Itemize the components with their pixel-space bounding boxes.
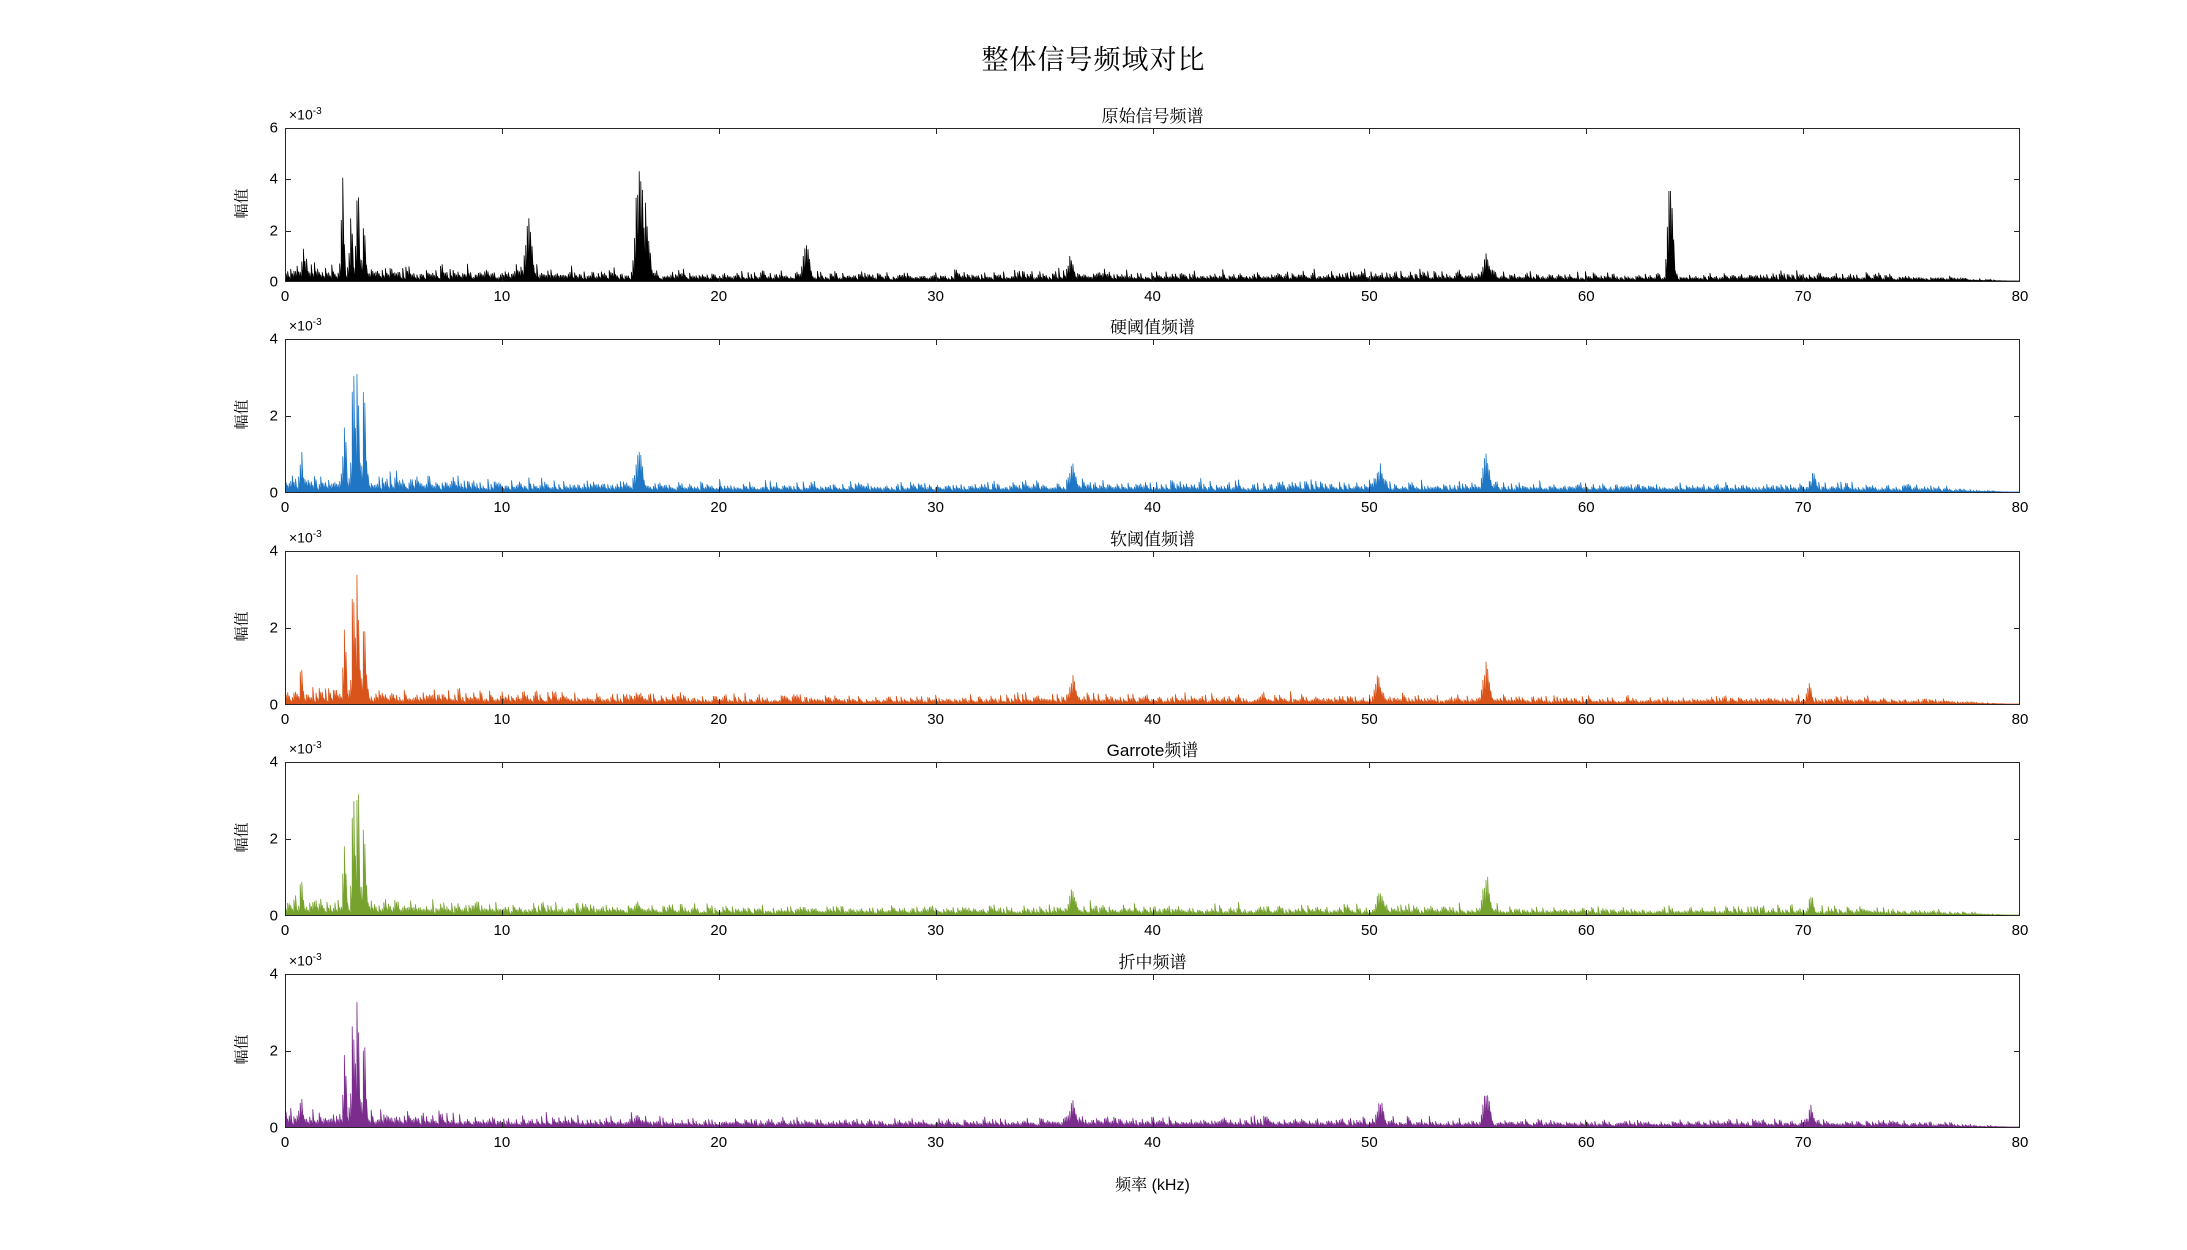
x-tick-mark xyxy=(936,762,937,768)
y-tick-label: 4 xyxy=(269,753,278,771)
x-tick-mark xyxy=(1153,128,1154,134)
x-tick-label: 0 xyxy=(280,711,290,728)
x-tick-label: 70 xyxy=(1794,288,1812,305)
x-tick-mark xyxy=(1369,910,1370,916)
x-tick-mark xyxy=(1803,551,1804,557)
axes-box xyxy=(285,762,2020,916)
x-tick-mark xyxy=(1803,487,1804,493)
x-tick-mark xyxy=(285,699,286,705)
x-tick-mark xyxy=(1803,699,1804,705)
x-tick-mark xyxy=(1153,1122,1154,1128)
x-tick-label: 30 xyxy=(927,288,944,305)
y-tick-label: 6 xyxy=(269,119,278,137)
x-tick-mark xyxy=(1369,339,1370,345)
x-tick-mark xyxy=(502,551,503,557)
x-tick-label: 70 xyxy=(1794,1134,1812,1151)
x-tick-label: 40 xyxy=(1144,288,1161,305)
x-tick-mark xyxy=(285,974,286,980)
spectrum-trace xyxy=(286,552,2019,704)
x-tick-label: 40 xyxy=(1144,1134,1161,1151)
x-tick-mark xyxy=(285,339,286,345)
x-tick-label: 80 xyxy=(2011,711,2029,728)
x-tick-label: 60 xyxy=(1577,922,1595,939)
x-tick-mark xyxy=(1586,974,1587,980)
x-tick-label: 10 xyxy=(493,922,511,939)
x-tick-mark xyxy=(1803,762,1804,768)
x-tick-label: 30 xyxy=(927,711,944,728)
x-tick-label: 60 xyxy=(1577,499,1595,516)
x-tick-mark xyxy=(502,339,503,345)
x-axis-label: 频率 (kHz) xyxy=(1115,1177,1190,1194)
x-tick-mark xyxy=(936,551,937,557)
exponent-base: ×10 xyxy=(289,740,313,757)
x-tick-mark xyxy=(502,974,503,980)
spectrum-trace xyxy=(286,975,2019,1127)
y-tick-mark xyxy=(285,839,291,840)
x-tick-label: 70 xyxy=(1794,499,1812,516)
subplot-title: 折中频谱 xyxy=(1118,953,1187,972)
x-tick-label: 10 xyxy=(493,711,511,728)
subplot-title: 原始信号频谱 xyxy=(1101,107,1204,126)
y-tick-label: 4 xyxy=(269,330,278,348)
x-tick-label: 50 xyxy=(1361,711,1378,728)
x-tick-mark xyxy=(2019,762,2020,768)
x-tick-mark xyxy=(502,1122,503,1128)
x-tick-label: 60 xyxy=(1577,1134,1595,1151)
x-tick-mark xyxy=(1153,551,1154,557)
x-tick-mark xyxy=(2019,910,2020,916)
x-tick-label: 80 xyxy=(2011,922,2029,939)
exponent-base: ×10 xyxy=(289,317,313,334)
x-tick-mark xyxy=(285,551,286,557)
y-tick-label: 0 xyxy=(269,696,278,714)
y-tick-label: 4 xyxy=(269,965,278,983)
y-tick-label: 2 xyxy=(269,619,278,637)
y-tick-mark xyxy=(285,1051,291,1052)
x-tick-mark xyxy=(1153,699,1154,705)
x-tick-mark xyxy=(285,128,286,134)
x-tick-label: 20 xyxy=(710,288,728,305)
x-tick-label: 50 xyxy=(1361,288,1378,305)
exponent-value: -3 xyxy=(312,106,322,117)
x-tick-label: 40 xyxy=(1144,499,1161,516)
x-tick-mark xyxy=(719,974,720,980)
x-tick-mark xyxy=(1803,339,1804,345)
x-tick-mark xyxy=(1369,1122,1370,1128)
y-tick-label: 0 xyxy=(269,1119,278,1137)
x-tick-mark xyxy=(2019,276,2020,282)
x-tick-label: 60 xyxy=(1577,711,1595,728)
x-tick-mark xyxy=(719,128,720,134)
x-tick-mark xyxy=(2019,699,2020,705)
x-tick-mark xyxy=(1153,974,1154,980)
x-tick-mark xyxy=(1586,487,1587,493)
x-tick-label: 0 xyxy=(280,922,290,939)
x-tick-mark xyxy=(1586,276,1587,282)
y-tick-label: 2 xyxy=(269,222,278,240)
y-axis-exponent xyxy=(289,106,322,123)
x-tick-mark xyxy=(719,551,720,557)
subplot-title: Garrote频谱 xyxy=(1106,741,1199,760)
x-tick-mark xyxy=(719,339,720,345)
subplot-5 xyxy=(233,952,2029,1151)
exponent-value: -3 xyxy=(312,317,322,328)
subplot-title: 软阈值频谱 xyxy=(1110,530,1195,549)
x-tick-mark xyxy=(719,910,720,916)
subplot-4 xyxy=(233,740,2029,939)
y-tick-label: 4 xyxy=(269,542,278,560)
x-tick-mark xyxy=(2019,487,2020,493)
x-tick-label: 50 xyxy=(1361,499,1378,516)
x-tick-label: 80 xyxy=(2011,288,2029,305)
y-tick-label: 2 xyxy=(269,407,278,425)
x-tick-label: 80 xyxy=(2011,499,2029,516)
x-tick-mark xyxy=(719,762,720,768)
x-tick-mark xyxy=(502,276,503,282)
subplot-2 xyxy=(233,317,2029,516)
x-tick-label: 40 xyxy=(1144,922,1161,939)
x-tick-label: 10 xyxy=(493,288,511,305)
y-tick-label: 0 xyxy=(269,484,278,502)
x-tick-mark xyxy=(1586,128,1587,134)
x-tick-mark xyxy=(1369,762,1370,768)
exponent-base: ×10 xyxy=(289,952,313,969)
x-tick-mark xyxy=(502,487,503,493)
x-tick-mark xyxy=(936,910,937,916)
x-tick-label: 80 xyxy=(2011,1134,2029,1151)
x-tick-label: 10 xyxy=(493,1134,511,1151)
x-tick-mark xyxy=(1153,762,1154,768)
y-tick-label: 2 xyxy=(269,1042,278,1060)
x-tick-mark xyxy=(1369,974,1370,980)
x-tick-label: 30 xyxy=(927,922,944,939)
x-tick-mark xyxy=(936,128,937,134)
x-tick-mark xyxy=(1153,910,1154,916)
x-tick-label: 20 xyxy=(710,711,728,728)
axes-box xyxy=(285,551,2020,705)
x-tick-mark xyxy=(502,699,503,705)
exponent-base: ×10 xyxy=(289,529,313,546)
x-tick-label: 20 xyxy=(710,1134,728,1151)
y-axis-label: 幅值 xyxy=(233,399,251,430)
spectrum-trace xyxy=(286,129,2019,281)
x-tick-mark xyxy=(1586,551,1587,557)
x-tick-label: 30 xyxy=(927,499,944,516)
x-tick-mark xyxy=(1369,128,1370,134)
x-tick-mark xyxy=(285,1122,286,1128)
x-tick-mark xyxy=(1803,276,1804,282)
x-tick-mark xyxy=(285,276,286,282)
exponent-value: -3 xyxy=(312,952,322,963)
subplot-3 xyxy=(233,529,2029,728)
y-axis-exponent xyxy=(289,740,322,757)
x-tick-label: 50 xyxy=(1361,1134,1378,1151)
x-tick-label: 0 xyxy=(280,1134,290,1151)
y-axis-exponent xyxy=(289,529,322,546)
x-tick-label: 10 xyxy=(493,499,511,516)
x-tick-mark xyxy=(719,276,720,282)
x-tick-mark xyxy=(1803,128,1804,134)
x-tick-label: 20 xyxy=(710,499,728,516)
axes-box xyxy=(285,974,2020,1128)
x-tick-mark xyxy=(502,128,503,134)
x-tick-mark xyxy=(2019,1122,2020,1128)
x-tick-mark xyxy=(1803,910,1804,916)
subplot-title: 硬阈值频谱 xyxy=(1110,318,1195,337)
x-tick-label: 70 xyxy=(1794,711,1812,728)
subplot-1 xyxy=(233,106,2029,305)
x-tick-mark xyxy=(719,1122,720,1128)
x-tick-mark xyxy=(1586,1122,1587,1128)
x-tick-mark xyxy=(936,974,937,980)
y-tick-mark xyxy=(2014,839,2020,840)
x-tick-mark xyxy=(1586,699,1587,705)
axes-box xyxy=(285,339,2020,493)
y-tick-mark xyxy=(2014,179,2020,180)
x-tick-label: 30 xyxy=(927,1134,944,1151)
x-tick-mark xyxy=(1586,762,1587,768)
x-tick-mark xyxy=(1586,339,1587,345)
x-tick-mark xyxy=(936,339,937,345)
x-tick-mark xyxy=(2019,974,2020,980)
x-tick-mark xyxy=(936,276,937,282)
x-tick-mark xyxy=(2019,551,2020,557)
y-axis-label: 幅值 xyxy=(233,188,251,219)
y-axis-label: 幅值 xyxy=(233,611,251,642)
x-tick-mark xyxy=(1369,551,1370,557)
y-tick-mark xyxy=(285,231,291,232)
y-tick-mark xyxy=(2014,1051,2020,1052)
y-tick-label: 4 xyxy=(269,170,278,188)
x-tick-mark xyxy=(285,762,286,768)
y-tick-mark xyxy=(285,416,291,417)
x-tick-label: 70 xyxy=(1794,922,1812,939)
y-tick-label: 0 xyxy=(269,907,278,925)
exponent-base: ×10 xyxy=(289,106,313,123)
y-tick-mark xyxy=(285,628,291,629)
axes-box xyxy=(285,128,2020,282)
spectrum-trace xyxy=(286,763,2019,915)
x-tick-mark xyxy=(1803,974,1804,980)
x-tick-label: 50 xyxy=(1361,922,1378,939)
x-tick-label: 20 xyxy=(710,922,728,939)
exponent-value: -3 xyxy=(312,740,322,751)
x-tick-mark xyxy=(1153,339,1154,345)
x-tick-mark xyxy=(1586,910,1587,916)
y-tick-mark xyxy=(2014,231,2020,232)
x-tick-mark xyxy=(1369,276,1370,282)
y-tick-label: 0 xyxy=(269,273,278,291)
x-tick-label: 60 xyxy=(1577,288,1595,305)
x-tick-mark xyxy=(719,699,720,705)
x-tick-label: 40 xyxy=(1144,711,1161,728)
x-tick-mark xyxy=(502,762,503,768)
x-tick-mark xyxy=(1369,699,1370,705)
x-tick-label: 0 xyxy=(280,499,290,516)
x-tick-mark xyxy=(719,487,720,493)
x-tick-mark xyxy=(936,1122,937,1128)
x-tick-mark xyxy=(1803,1122,1804,1128)
y-axis-label: 幅值 xyxy=(233,822,251,853)
y-tick-mark xyxy=(2014,416,2020,417)
x-tick-mark xyxy=(2019,339,2020,345)
x-tick-mark xyxy=(1153,487,1154,493)
y-tick-label: 2 xyxy=(269,830,278,848)
x-tick-mark xyxy=(2019,128,2020,134)
figure-title: 整体信号频域对比 xyxy=(981,45,1206,75)
y-tick-mark xyxy=(285,179,291,180)
x-tick-mark xyxy=(1153,276,1154,282)
exponent-value: -3 xyxy=(312,529,322,540)
y-axis-label: 幅值 xyxy=(233,1034,251,1065)
x-tick-mark xyxy=(1369,487,1370,493)
y-tick-mark xyxy=(2014,628,2020,629)
x-tick-mark xyxy=(285,910,286,916)
x-tick-mark xyxy=(502,910,503,916)
x-tick-mark xyxy=(285,487,286,493)
spectrum-trace xyxy=(286,340,2019,492)
x-tick-label: 0 xyxy=(280,288,290,305)
x-tick-mark xyxy=(936,699,937,705)
y-axis-exponent xyxy=(289,317,322,334)
y-axis-exponent xyxy=(289,952,322,969)
x-tick-mark xyxy=(936,487,937,493)
